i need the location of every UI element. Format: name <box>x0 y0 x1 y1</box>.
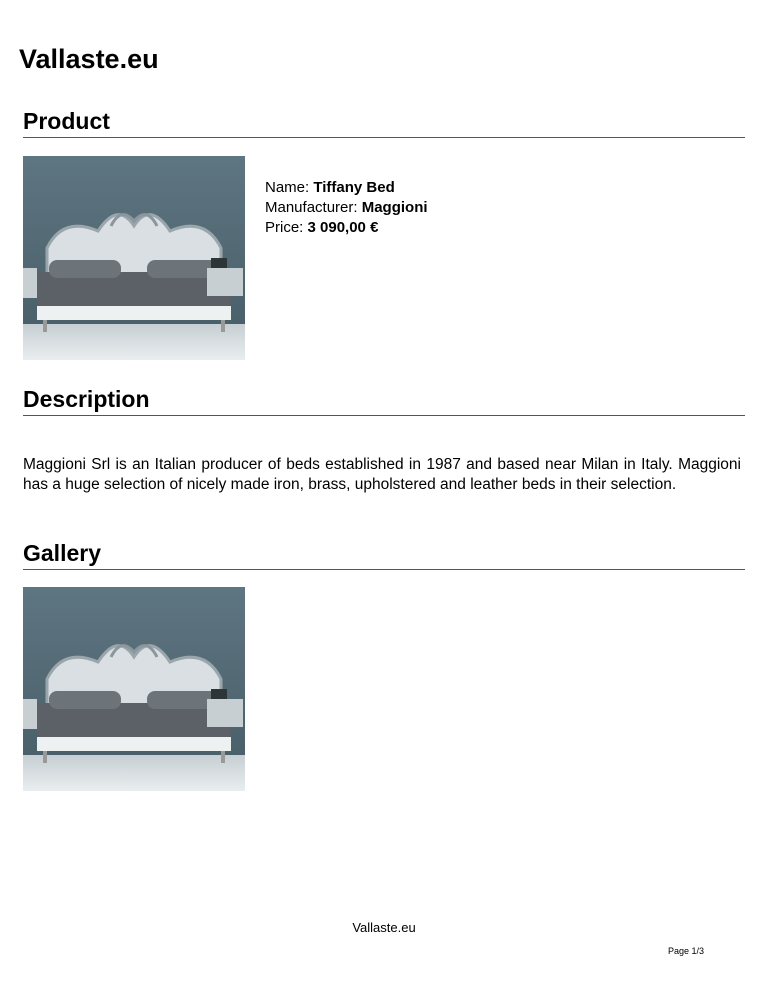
spec-name <box>265 178 428 198</box>
footer-site-name: Vallaste.eu <box>352 920 416 935</box>
bed-image <box>23 587 245 791</box>
site-title: Vallaste.eu <box>19 44 159 74</box>
product-heading: Product <box>23 108 745 138</box>
bed-image <box>23 156 245 360</box>
product-specs <box>265 178 428 238</box>
description-text: Maggioni Srl is an Italian producer of beds established in 1987 and based near Milan in Italy. Maggioni has a huge selection of nicely made iron, brass, upholstered and leather beds in their selection. <box>23 456 741 493</box>
gallery-heading: Gallery <box>23 540 745 570</box>
price-label: Price: <box>265 219 304 236</box>
product-image[interactable] <box>23 156 245 360</box>
description-heading: Description <box>23 386 745 416</box>
manufacturer-value: Maggioni <box>361 199 428 216</box>
name-value: Tiffany Bed <box>313 179 395 196</box>
price-value: 3 090,00 € <box>307 219 379 236</box>
name-label: Name: <box>265 179 310 196</box>
manufacturer-label: Manufacturer: <box>265 199 358 216</box>
page-number: Page 1/3 <box>667 946 704 956</box>
gallery-image[interactable] <box>23 587 245 791</box>
spec-price <box>265 218 428 238</box>
spec-manufacturer <box>265 198 428 218</box>
